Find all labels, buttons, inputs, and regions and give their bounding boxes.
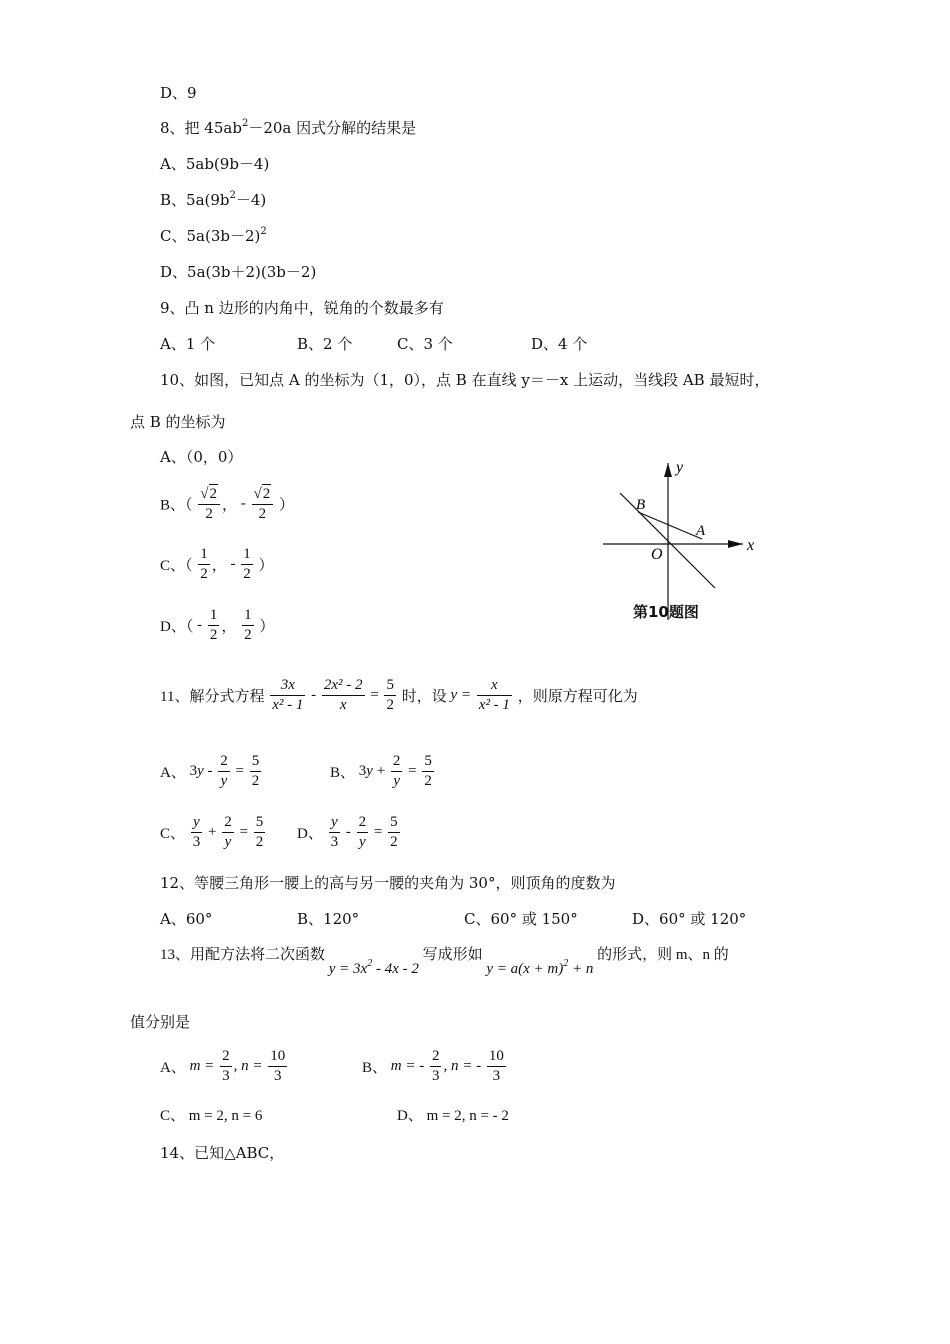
q10-option-a: A、（0，0） — [160, 448, 243, 466]
q13-option-b: B、 m = - $\frac{2}{3}$ , n = - $\frac{10}{3}$ — [362, 1048, 504, 1084]
q10-option-c: C、（ $\frac{1}{2}$ ， - $\frac{1}{2}$ ） — [160, 546, 274, 582]
q12-option-c: C、60° 或 150° — [464, 910, 578, 928]
q8-option-c: C、$5a(3b-2)^2$ — [160, 226, 267, 245]
q13-option-c: C、 m = 2, n = 6 — [160, 1108, 263, 1124]
q12-stem: 12、等腰三角形一腰上的高与另一腰的夹角为 30°，则顶角的度数为 — [160, 874, 616, 892]
q13-option-a: A、 m = $\frac{2}{3}$ , n = $\frac{10}{3}$ — [160, 1048, 286, 1084]
fig-label-o: O — [651, 546, 663, 563]
q13-option-d: D、 m = 2, n = - 2 — [397, 1108, 509, 1124]
x-axis-arrow-icon — [728, 540, 743, 548]
q10-option-d: D、（ - $\frac{1}{2}$ ， $\frac{1}{2}$ ） — [160, 607, 275, 643]
segment-ab — [638, 512, 702, 539]
q9-stem: 9、凸 n 边形的内角中，锐角的个数最多有 — [160, 299, 444, 317]
q9-option-c: C、3 个 — [397, 335, 453, 353]
fig-label-y: y — [676, 459, 684, 476]
q11-option-d: D、 $\frac{y}{3}$ - $\frac{2}{y}$ = $\frac{5}{2}$ — [297, 814, 398, 850]
q10-stem-cont: 点 B 的坐标为 — [130, 413, 226, 431]
q11-option-c: C、 $\frac{y}{3}$ + $\frac{2}{y}$ = $\frac{5}{2}$ — [160, 814, 264, 850]
q10-figure — [598, 455, 788, 625]
q12-option-b: B、120° — [297, 910, 360, 928]
q8-stem: 8、把 $45ab^2-20a$ 因式分解的结果是 — [160, 118, 417, 137]
q13-stem: 13、用配方法将二次函数 $y = 3x^2 - 4x - 2$ 写成形如 $y = a(x + m)^2 + n$ 的形式，则 m、n 的 — [160, 947, 729, 977]
q11-option-b: B、 3y + $\frac{2}{y}$ = $\frac{5}{2}$ — [330, 753, 432, 789]
q10-figure-caption: 第10题图 — [633, 603, 699, 621]
q12-option-a: A、60° — [160, 910, 213, 928]
q14-stem: 14、已知△ABC， — [160, 1144, 285, 1162]
fig-label-a: A — [696, 523, 706, 539]
fig-label-x: x — [747, 537, 755, 554]
q10-option-b: B、（ $\frac{√2}{2}$ ， - $\frac{√2}{2}$ ） — [160, 486, 295, 522]
q10-stem: 10、如图，已知点 A 的坐标为（1，0），点 B 在直线 y＝－x 上运动，当线段 AB 最短时， — [160, 371, 770, 389]
q8-option-a: A、5ab(9b－4) — [160, 155, 270, 173]
q12-option-d: D、60° 或 120° — [632, 910, 747, 928]
fig-label-b: B — [636, 497, 646, 513]
q8-option-b: B、$5a(9b^2-4)$ — [160, 190, 267, 209]
q9-option-b: B、2 个 — [297, 335, 353, 353]
q9-option-a: A、1 个 — [160, 335, 216, 353]
q11-option-a: A、 3y - $\frac{2}{y}$ = $\frac{5}{2}$ — [160, 753, 260, 789]
q13-stem-cont: 值分别是 — [130, 1013, 191, 1031]
y-axis-arrow-icon — [664, 463, 672, 477]
q9-option-d: D、4 个 — [531, 335, 588, 353]
q11-stem: 11、解分式方程 $\frac{3x}{\text{x² - 1}}$ - $\frac{\text{2x² - 2}}{x}$ = $\frac{5}{2}$ 时，设 y = $\frac{x}{\text{x² - 1}}$ ，则原方程可化为 — [160, 677, 638, 713]
q7-option-d: D、9 — [160, 84, 197, 102]
q8-option-d: D、5a(3b＋2)(3b－2) — [160, 263, 317, 281]
